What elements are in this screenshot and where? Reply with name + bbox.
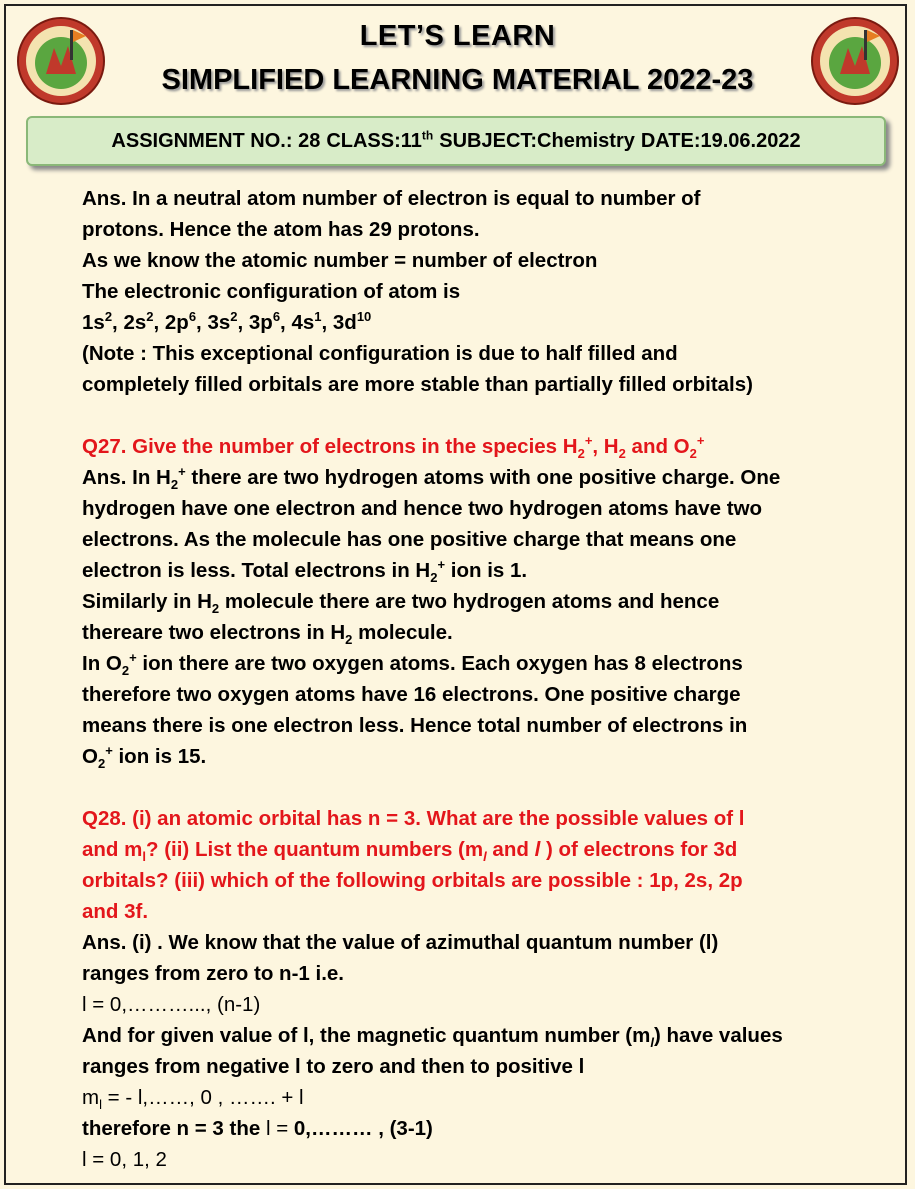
text-line: electrons. As the molecule has one positive charge that means one (82, 528, 737, 551)
text-line: And for given value of l, the magnetic quantum number $(m_l)$ have values (82, 1024, 783, 1051)
text-line: electron is less. Total electrons in $H_2^+$ ion is 1. (82, 557, 528, 586)
assignment-banner (26, 116, 886, 166)
text-line: Ans. In $H_2^+$ there are two hydrogen atoms with one positive charge. One (82, 464, 781, 493)
electron-configuration: $1s^2$, $2s^2$, $2p^6$, $3s^2$, $3p^6$, $4s^1$, $3d^{10}$ (82, 309, 372, 334)
document-body (82, 183, 892, 1175)
text-line: therefore two oxygen atoms have 16 electrons. One positive charge (82, 683, 741, 706)
text-line: The electronic configuration of atom is (82, 280, 461, 303)
text-line: In $O_2^+$ ion there are two oxygen atoms. Each oxygen has 8 electrons (82, 650, 743, 679)
page-subtitle: SIMPLIFIED LEARNING MATERIAL 2022-23 (161, 64, 754, 96)
text-line: protons. Hence the atom has 29 protons. (82, 218, 480, 241)
note-line: (Note : This exceptional configuration is due to half filled and (82, 342, 678, 365)
text-line: As we know the atomic number = number of electron (82, 249, 598, 272)
class-label: CLASS:11th (326, 127, 434, 152)
text-line: Ans. (i) . We know that the value of azimuthal quantum number (l) (82, 931, 719, 954)
text-line: Ans. In a neutral atom number of electron is equal to number of (82, 187, 701, 210)
page-title: LET’S LEARN (359, 20, 556, 52)
formula-line: l = 0,………..., (n-1) (82, 993, 261, 1016)
assignment-number: ASSIGNMENT NO.: 28 (111, 129, 321, 152)
text-line: ranges from zero to n-1 i.e. (82, 962, 344, 985)
date-label: DATE:19.06.2022 (640, 129, 801, 152)
subject-label: SUBJECT:Chemistry (439, 129, 635, 152)
text-line: ranges from negative l to zero and then to positive l (82, 1055, 585, 1078)
note-line: completely filled orbitals are more stable than partially filled orbitals) (82, 373, 753, 396)
question-28: and 3f. (82, 900, 149, 923)
question-28: Q28. (i) an atomic orbital has n = 3. What are the possible values of l (82, 807, 745, 830)
text-line: $O_2^+$ ion is 15. (82, 743, 207, 772)
formula-line: $m_l$ = - l,……, 0 , ……. + l (82, 1086, 304, 1113)
question-28: orbitals? (iii) which of the following orbitals are possible : 1p, 2s, 2p (82, 869, 743, 892)
question-27: Q27. Give the number of electrons in the species $H_2^+$, $H_2$ and $O_2^+$ (82, 433, 705, 462)
text-line: therefore n = 3 the l = 0,……… , (3-1) (82, 1117, 433, 1140)
text-line: thereare two electrons in $H_2$ molecule. (82, 621, 453, 648)
question-28: and $m_l$? (ii) List the quantum numbers ($m_l$ and l ) of electrons for 3d (82, 838, 738, 865)
text-line: Similarly in $H_2$ molecule there are two hydrogen atoms and hence (82, 590, 720, 617)
formula-line: l = 0, 1, 2 (82, 1148, 167, 1171)
text-line: hydrogen have one electron and hence two hydrogen atoms have two (82, 497, 763, 520)
text-line: means there is one electron less. Hence total number of electrons in (82, 714, 748, 737)
